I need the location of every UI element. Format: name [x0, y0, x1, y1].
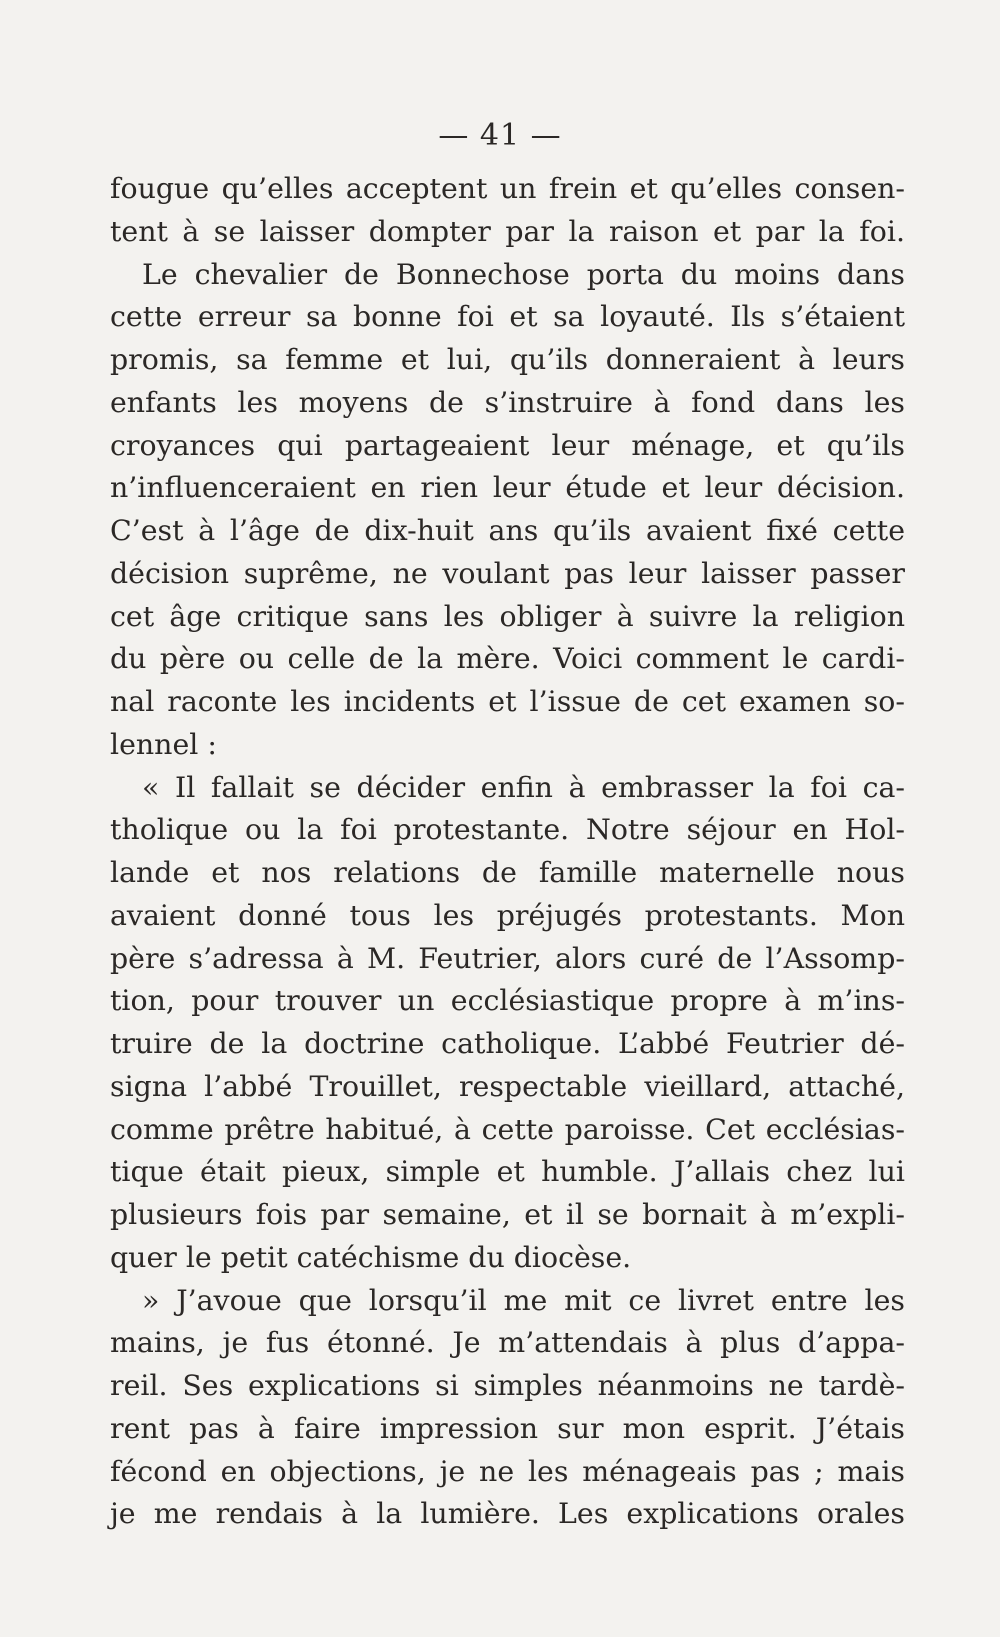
text-line: père s’adressa à M. Feutrier, alors curé de l’Assomp-: [110, 941, 905, 975]
text-line: avaient donné tous les préjugés protestants. Mon: [110, 898, 905, 932]
text-line: décision suprême, ne voulant pas leur laisser passer: [110, 556, 905, 590]
text-line: lande et nos relations de famille maternelle nous: [110, 856, 905, 889]
page-number: — 41 —: [438, 118, 562, 153]
text-line: nal raconte les incidents et l’issue de cet examen so-: [110, 685, 905, 718]
text-line: tholique ou la foi protestante. Notre séjour en Hol-: [110, 813, 905, 847]
text-line: promis, sa femme et lui, qu’ils donneraient à leurs: [110, 343, 905, 376]
text-line: C’est à l’âge de dix-huit ans qu’ils avaient fixé cette: [110, 514, 905, 547]
text-line: tion, pour trouver un ecclésiastique propre à m’ins-: [110, 984, 905, 1018]
text-line: croyances qui partageaient leur ménage, et qu’ils: [110, 428, 905, 462]
text-line: lennel :: [110, 727, 217, 761]
text-line: rent pas à faire impression sur mon esprit. J’étais: [110, 1411, 905, 1445]
text-line: n’influenceraient en rien leur étude et leur décision.: [110, 471, 905, 505]
text-line: enfants les moyens de s’instruire à fond dans les: [110, 385, 905, 419]
body-text: [110, 168, 905, 1536]
text-line: mains, je fus étonné. Je m’attendais à plus d’appa-: [110, 1326, 905, 1360]
text-line: fécond en objections, je ne les ménageais pas ; mais: [110, 1454, 905, 1488]
text-line: « Il fallait se décider enfin à embrasser la foi ca-: [142, 770, 905, 804]
text-line: du père ou celle de la mère. Voici comment le cardi-: [110, 642, 905, 676]
text-line: tent à se laisser dompter par la raison et par la foi.: [110, 214, 905, 248]
text-line: » J’avoue que lorsqu’il me mit ce livret entre les: [142, 1283, 905, 1317]
text-line: Le chevalier de Bonnechose porta du moins dans: [142, 257, 905, 291]
text-line: reil. Ses explications si simples néanmoins ne tardè-: [110, 1369, 905, 1402]
text-line: plusieurs fois par semaine, et il se bornait à m’expli-: [110, 1198, 905, 1231]
text-line: signa l’abbé Trouillet, respectable vieillard, attaché,: [110, 1069, 905, 1103]
text-line: cet âge critique sans les obliger à suivre la religion: [110, 599, 905, 633]
text-line: truire de la doctrine catholique. L’abbé Feutrier dé-: [110, 1027, 905, 1060]
text-line: fougue qu’elles acceptent un frein et qu’elles consen-: [110, 172, 905, 205]
text-line: comme prêtre habitué, à cette paroisse. Cet ecclésias-: [110, 1112, 905, 1146]
text-line: je me rendais à la lumière. Les explications orales: [110, 1497, 905, 1531]
text-line: cette erreur sa bonne foi et sa loyauté. Ils s’étaient: [110, 300, 905, 334]
text-line: tique était pieux, simple et humble. J’allais chez lui: [110, 1155, 905, 1189]
text-line: quer le petit catéchisme du diocèse.: [110, 1240, 632, 1274]
